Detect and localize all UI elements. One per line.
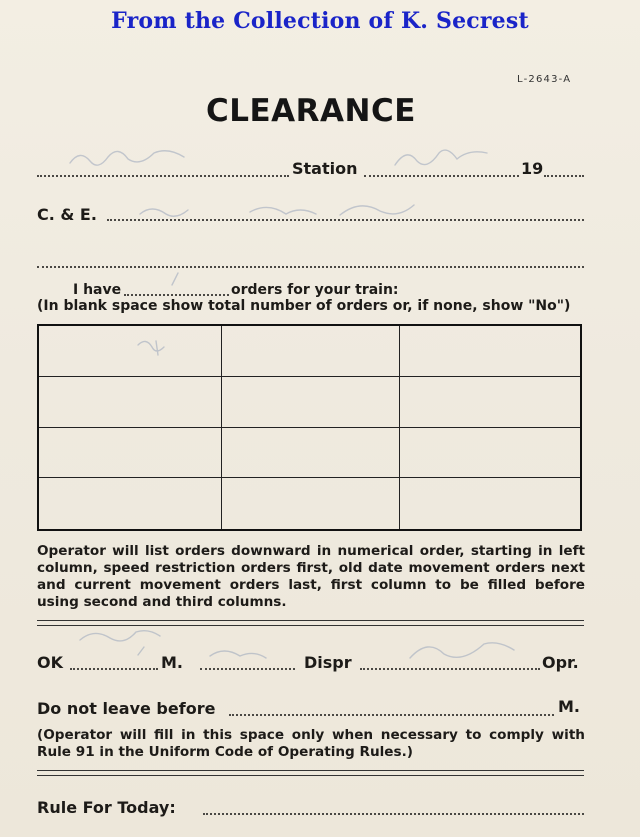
- ok-label: OK: [37, 653, 63, 672]
- rule91-note: (Operator will fill in this space only when necessary to comply with Rule 91 in the Uniform Code of Operating Rules.): [37, 727, 585, 760]
- orders-instruction: (In blank space show total number of orders or, if none, show "No"): [37, 298, 571, 314]
- leave-label: Do not leave before: [37, 699, 216, 718]
- station-label: Station: [292, 159, 358, 178]
- collection-credit: From the Collection of K. Secrest: [111, 8, 529, 34]
- form-title: CLEARANCE: [206, 93, 416, 129]
- form-number: L-2643-A: [517, 74, 572, 85]
- ce-label: C. & E.: [37, 205, 97, 224]
- ok-m-label: M.: [161, 653, 183, 672]
- rule-for-today-label: Rule For Today:: [37, 798, 176, 817]
- leave-m-label: M.: [558, 697, 580, 716]
- orders-suffix: orders for your train:: [231, 282, 399, 298]
- opr-label: Opr.: [542, 653, 579, 672]
- operator-instructions: Operator will list orders downward in numerical order, starting in left column, speed restriction orders first, old date movement orders next and current movement orders last, first column to be filled before using second and third columns.: [37, 543, 585, 610]
- orders-prefix: I have: [73, 282, 122, 298]
- year-prefix: 19: [521, 159, 544, 178]
- dispr-label: Dispr: [304, 653, 352, 672]
